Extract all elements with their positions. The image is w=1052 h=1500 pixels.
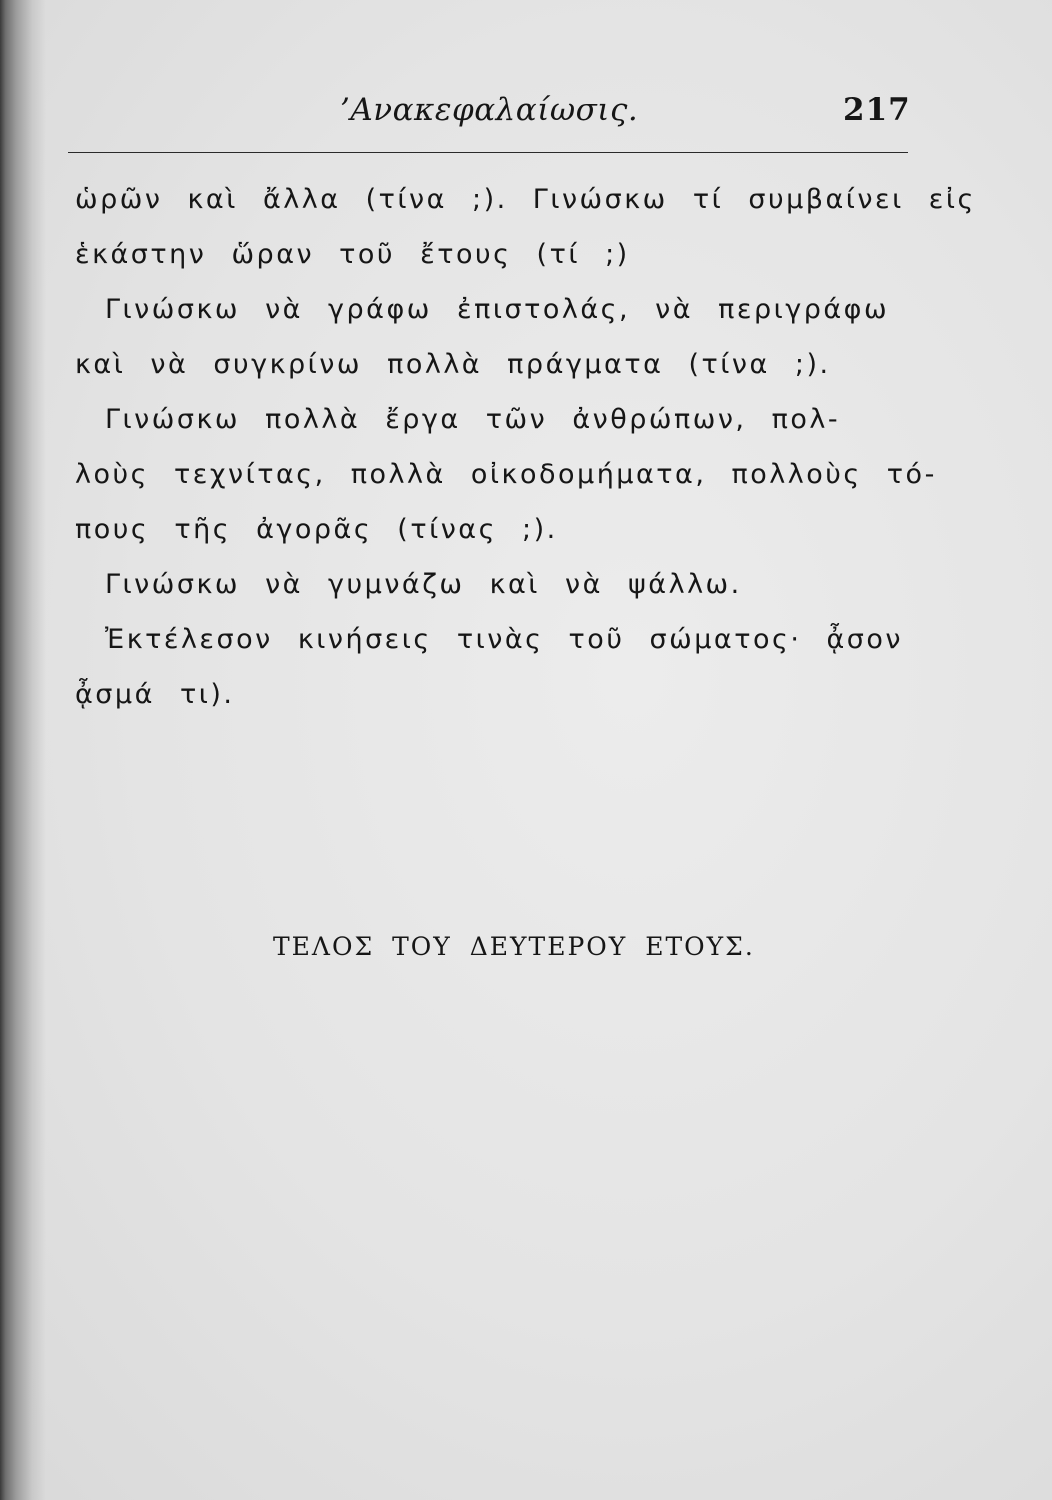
text-line: καὶ νὰ συγκρίνω πολλὰ πράγματα (τίνα ;). <box>75 349 831 380</box>
text-line: Ἐκτέλεσον κινήσεις τινὰς τοῦ σώματος· ᾆσον <box>105 624 904 655</box>
text-line: Γινώσκω νὰ γράφω ἐπιστολάς, νὰ περιγράφω <box>105 294 890 325</box>
text-line: Γινώσκω νὰ γυμνάζω καὶ νὰ ψάλλω. <box>105 569 742 600</box>
text-line: Γινώσκω πολλὰ ἔργα τῶν ἀνθρώπων, πολ- <box>105 404 841 435</box>
text-line: ᾆσμά τι). <box>75 679 235 710</box>
page-binding-edge <box>0 0 46 1500</box>
page-number: 217 <box>843 92 911 128</box>
text-line: ὡρῶν καὶ ἄλλα (τίνα ;). Γινώσκω τί συμβαίνει εἰς <box>75 184 976 215</box>
colophon: ΤΕΛΟΣ ΤΟΥ ΔΕΥΤΕΡΟΥ ΕΤΟΥΣ. <box>273 932 755 961</box>
text-line: πους τῆς ἀγορᾶς (τίνας ;). <box>75 514 558 545</box>
text-line: λοὺς τεχνίτας, πολλὰ οἰκοδομήματα, πολλοὺς τό- <box>75 459 937 490</box>
header-rule <box>68 152 908 153</box>
body-text <box>75 172 976 722</box>
running-title: ’Ανακεφαλαίωσις. <box>340 92 639 128</box>
text-line: ἑκάστην ὥραν τοῦ ἔτους (τί ;) <box>75 239 630 270</box>
running-head <box>0 92 1052 142</box>
